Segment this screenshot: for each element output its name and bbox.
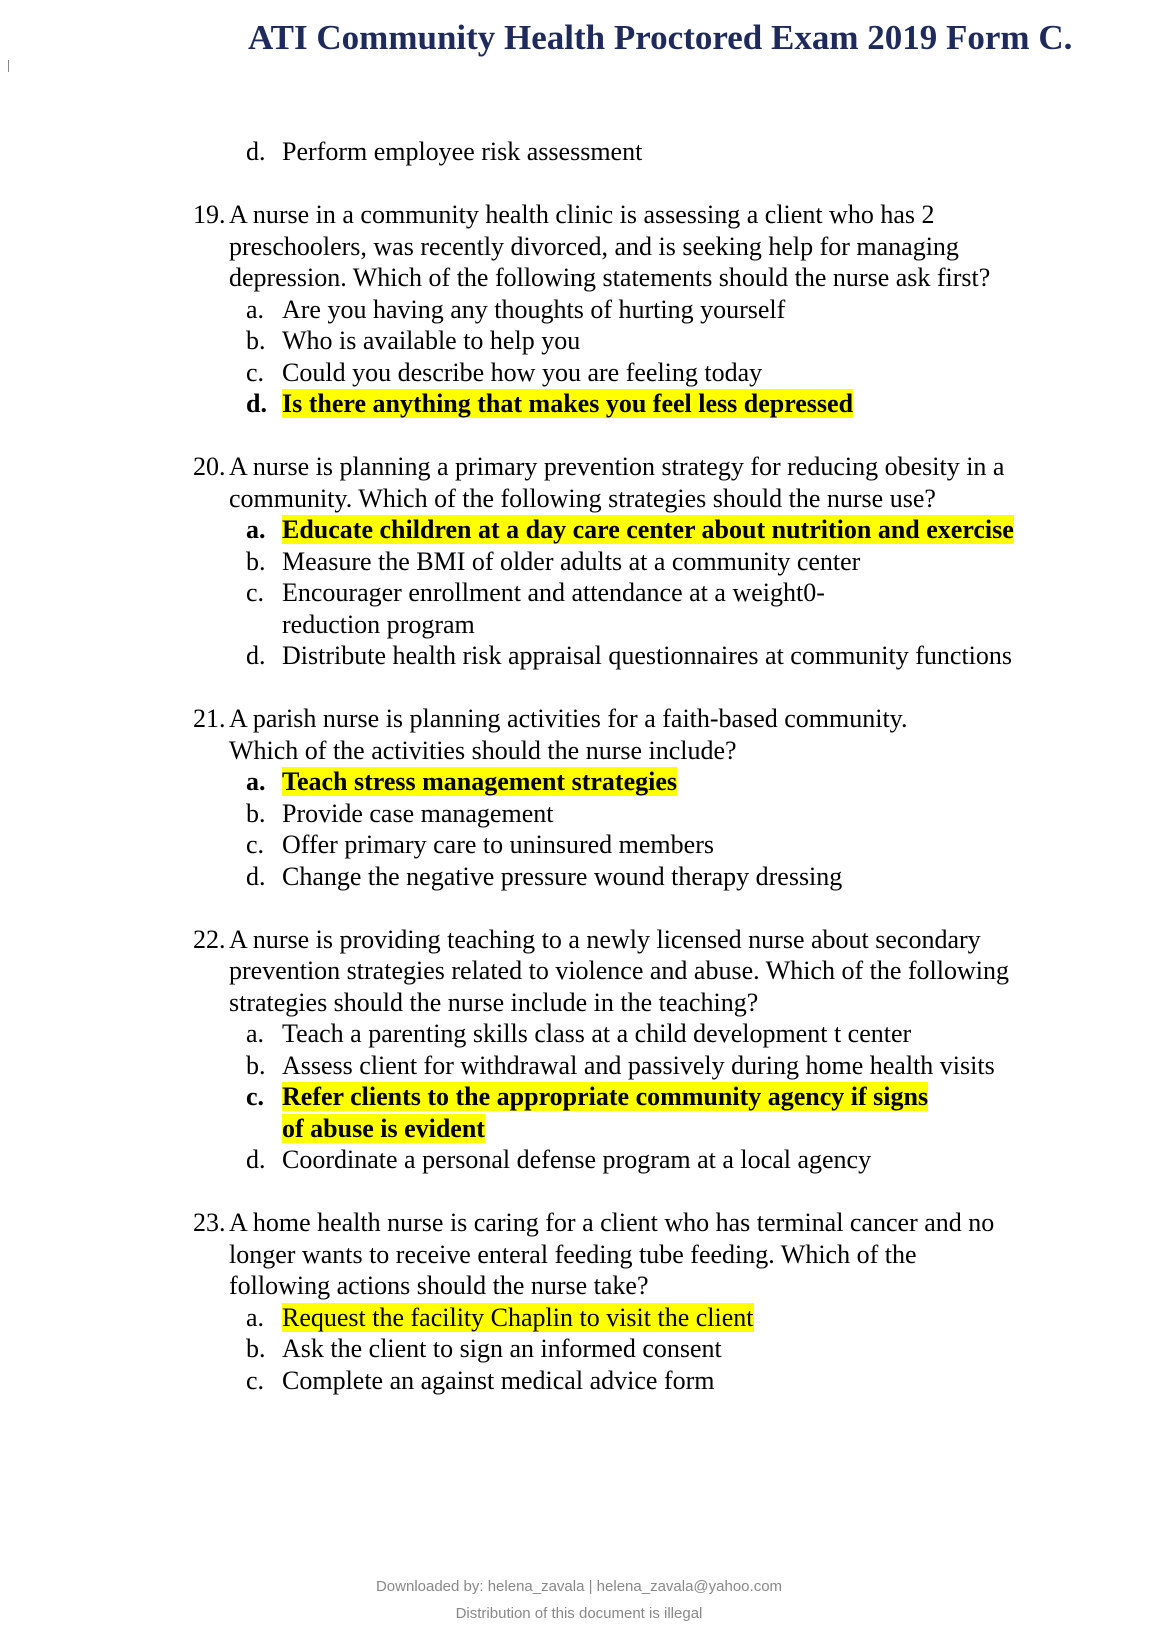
- question-number: 22.: [193, 924, 226, 954]
- option-text: Teach a parenting skills class at a child development t center: [282, 1019, 912, 1048]
- option-21-b: [0, 798, 1158, 830]
- option-letter: b.: [246, 326, 266, 355]
- option-23-c: [0, 1365, 1158, 1397]
- question-text: A home health nurse is caring for a client who has terminal cancer and no longer wants to receive enteral feeding tube feeding. Which of the following actions should the nurse take?: [229, 1208, 995, 1300]
- option-letter: c.: [246, 830, 265, 859]
- question-20: [0, 451, 1060, 514]
- option-23-a-highlighted: [0, 1302, 1158, 1334]
- page-edge-mark: [8, 60, 9, 72]
- question-22: [0, 924, 1030, 1019]
- option-23-b: [0, 1333, 1158, 1365]
- option-text: Encourager enrollment and attendance at a weight0- reduction program: [282, 578, 825, 639]
- question-text: A nurse is providing teaching to a newly licensed nurse about secondary prevention strategies related to violence and abuse. Which of the following strategies should the nurse include in the teaching?: [229, 924, 1009, 1017]
- option-letter: a.: [246, 1019, 265, 1048]
- option-letter: a.: [246, 294, 265, 324]
- highlighted-answer-text: Request the facility Chaplin to visit the client: [282, 1302, 754, 1332]
- option-text: Change the negative pressure wound therapy dressing: [282, 861, 843, 891]
- option-21-d: [0, 861, 1158, 893]
- highlighted-answer-text: Is there anything that makes you feel less depressed: [282, 389, 854, 418]
- option-letter: d.: [246, 389, 267, 418]
- question-number: 21.: [193, 704, 226, 733]
- footer-downloaded-by: Downloaded by: helena_zavala | helena_zavala@yahoo.com: [375, 1578, 783, 1595]
- option-21-a-answer: [0, 766, 1158, 798]
- option-text: Provide case management: [282, 798, 554, 828]
- option-19-a: [0, 294, 1158, 326]
- document-title: ATI Community Health Proctored Exam 2019 Form C.: [248, 18, 1073, 57]
- option-letter: c.: [246, 1365, 265, 1395]
- highlighted-answer-text: Refer clients to the appropriate community agency if signs of abuse is evident: [282, 1082, 929, 1143]
- question-text: A parish nurse is planning activities for a faith-based community. Which of the activities should the nurse include?: [229, 704, 908, 765]
- option-19-d-answer: [0, 388, 1158, 420]
- option-text: Distribute health risk appraisal questionnaires at community functions: [282, 641, 1013, 670]
- option-text: Perform employee risk assessment: [282, 137, 643, 166]
- option-text: Ask the client to sign an informed consent: [282, 1334, 722, 1363]
- question-text: A nurse is planning a primary prevention strategy for reducing obesity in a community. Which of the following strategies should the nurse use?: [229, 452, 1005, 513]
- option-19-c: [0, 357, 1158, 389]
- option-letter: d.: [246, 641, 266, 670]
- option-text: Could you describe how you are feeling today: [282, 357, 763, 387]
- question-number: 19.: [193, 200, 226, 229]
- question-list: [0, 136, 1158, 1396]
- question-number: 23.: [193, 1208, 226, 1237]
- option-letter: d.: [246, 137, 266, 166]
- option-20-c: [0, 577, 830, 640]
- option-letter: a.: [246, 515, 266, 544]
- option-letter: b.: [246, 546, 266, 576]
- option-letter: a.: [246, 767, 266, 796]
- highlighted-answer-text: Educate children at a day care center about nutrition and exercise: [282, 515, 1014, 544]
- option-letter: c.: [246, 357, 265, 387]
- option-letter: b.: [246, 1050, 266, 1080]
- option-letter: d.: [246, 1145, 266, 1174]
- option-text: Complete an against medical advice form: [282, 1365, 715, 1395]
- option-19-b: [0, 325, 1158, 357]
- option-text: Assess client for withdrawal and passively during home health visits: [282, 1050, 995, 1080]
- option-text: Coordinate a personal defense program at a local agency: [282, 1145, 872, 1174]
- option-21-c: [0, 829, 1158, 861]
- option-text: Who is available to help you: [282, 326, 581, 355]
- question-number: 20.: [193, 452, 226, 481]
- option-letter: c.: [246, 1082, 265, 1111]
- option-22-d: [0, 1144, 1158, 1176]
- question-21: [0, 703, 950, 766]
- option-20-d: [0, 640, 1158, 672]
- highlighted-answer-text: Teach stress management strategies: [282, 767, 677, 796]
- option-20-a-answer: [0, 514, 1158, 546]
- option-22-b: [0, 1050, 1158, 1082]
- footer-distribution-notice: Distribution of this document is illegal: [455, 1605, 703, 1622]
- question-text: A nurse in a community health clinic is assessing a client who has 2 preschoolers, was recently divorced, and is seeking help for managing depression. Which of the following statements should the nurse ask first?: [229, 200, 991, 292]
- option-text: Offer primary care to uninsured members: [282, 830, 714, 859]
- option-22-a: [0, 1018, 1158, 1050]
- question-19: [0, 199, 1060, 294]
- option-22-c-answer: [0, 1081, 940, 1144]
- option-letter: a.: [246, 1302, 265, 1332]
- option-letter: b.: [246, 1334, 266, 1363]
- question-23: [0, 1207, 1010, 1302]
- option-20-b: [0, 546, 1158, 578]
- option-carryover-d: [0, 136, 1158, 168]
- option-letter: d.: [246, 861, 266, 891]
- option-letter: c.: [246, 578, 265, 607]
- option-text: Measure the BMI of older adults at a community center: [282, 546, 861, 576]
- option-letter: b.: [246, 798, 266, 828]
- option-text: Are you having any thoughts of hurting yourself: [282, 294, 786, 324]
